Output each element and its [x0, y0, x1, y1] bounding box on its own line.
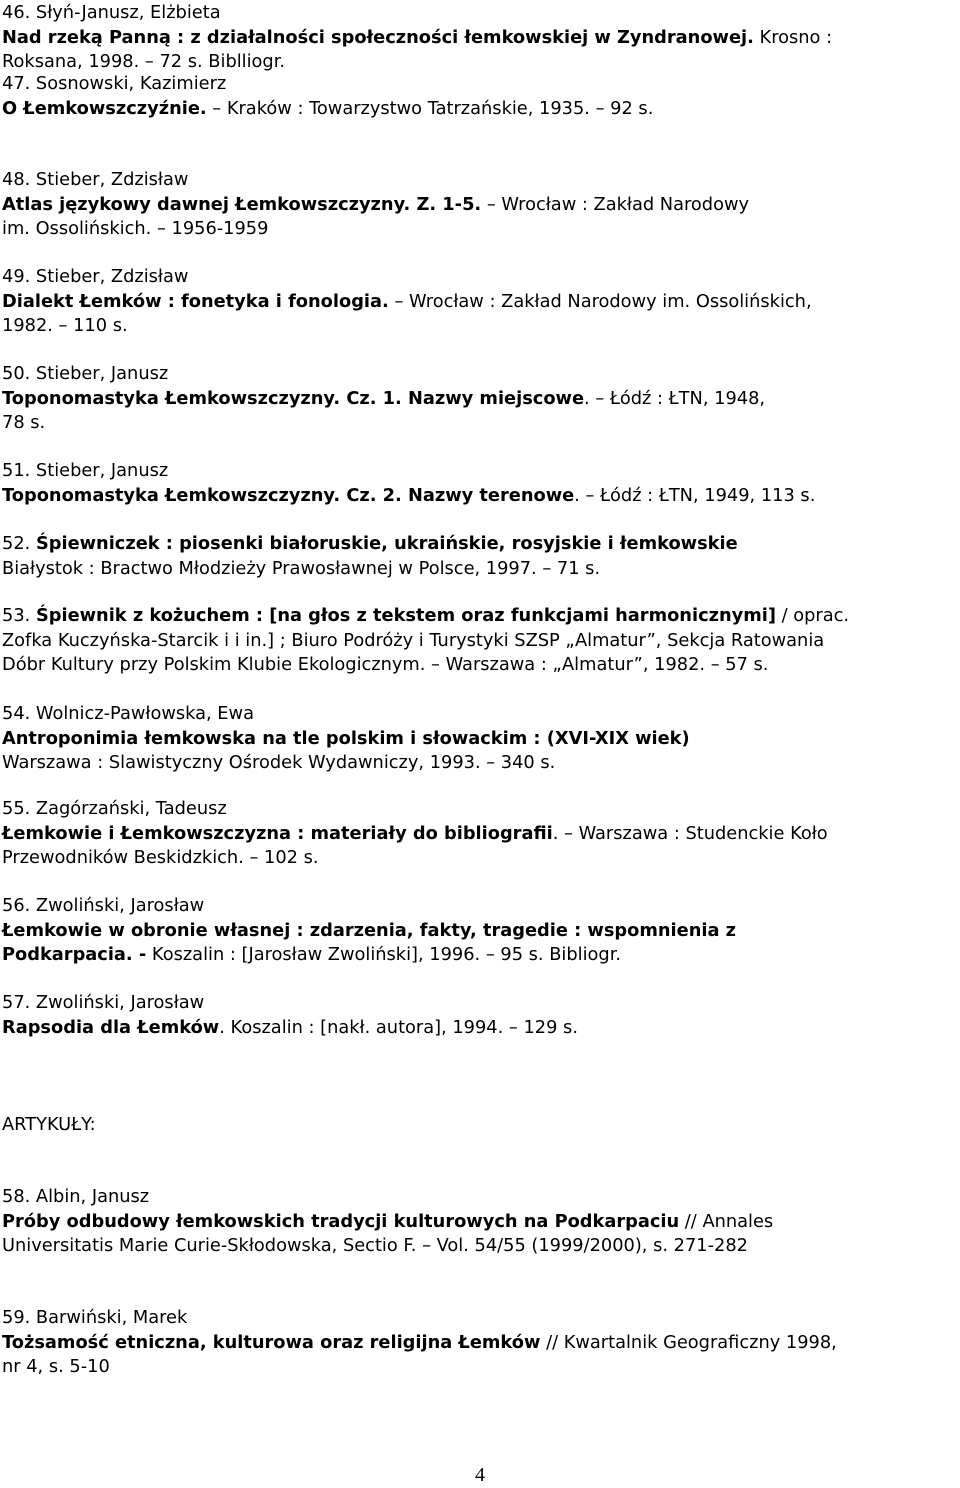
entry-line [2, 1185, 958, 1210]
entry-line [2, 751, 958, 776]
entry-line [2, 1234, 958, 1259]
entry-text: Koszalin : [Jarosław Zwoliński], 1996. – 95 s. Bibliogr. [146, 944, 622, 965]
entry-text: Krosno : [753, 26, 833, 48]
entry-text: 51. Stieber, Janusz [2, 460, 169, 481]
entry-line [2, 97, 958, 122]
entry-title: Łemkowie w obronie własnej : zdarzenia, fakty, tragedie : wspomnienia z [2, 919, 736, 941]
entry-text: // Kwartalnik Geograficzny 1998, [540, 1331, 837, 1353]
entry-title: Nad rzeką Panną : z działalności społeczności łemkowskiej w Zyndranowej. [2, 26, 754, 48]
entry-text: . – Łódź : ŁTN, 1949, 113 s. [574, 484, 816, 506]
entry-text: . – Warszawa : Studenckie Koło [552, 822, 828, 844]
entry-line [2, 26, 958, 51]
entry-line [2, 168, 958, 193]
entry-line [2, 217, 958, 242]
section-heading: ARTYKUŁY: [2, 1114, 96, 1135]
bibliography-entry [2, 72, 958, 121]
entry-title: Śpiewniczek : piosenki białoruskie, ukraińskie, rosyjskie i łemkowskie [35, 533, 738, 554]
entry-text: 50. Stieber, Janusz [2, 363, 169, 384]
entry-text: 78 s. [2, 412, 46, 433]
entry-line [2, 1306, 958, 1331]
bibliography-entry [2, 702, 958, 776]
entry-text: / oprac. [775, 605, 850, 626]
entry-text: – Wrocław : Zakład Narodowy [481, 193, 750, 215]
entry-line [2, 919, 958, 944]
entry-title: Śpiewnik z kożuchem : [na głos z tekstem oraz funkcjami harmonicznymi] [35, 605, 776, 626]
entry-text: 58. Albin, Janusz [2, 1186, 150, 1207]
entry-text: . – Łódź : ŁTN, 1948, [584, 387, 766, 409]
entry-line [2, 484, 958, 509]
entry-line [2, 1, 958, 26]
entry-text: nr 4, s. 5-10 [2, 1356, 110, 1377]
entry-text: – Wrocław : Zakład Narodowy im. Ossolińskich, [388, 290, 812, 312]
entry-line [2, 72, 958, 97]
entry-text: Białystok : Bractwo Młodzieży Prawosławnej w Polsce, 1997. – 71 s. [2, 557, 601, 579]
entry-text: Warszawa : Slawistyczny Ośrodek Wydawniczy, 1993. – 340 s. [2, 752, 556, 773]
entry-line [2, 1016, 958, 1041]
entry-line [2, 702, 958, 727]
entry-line [2, 846, 958, 871]
entry-line [2, 604, 958, 629]
bibliography-entry [2, 168, 958, 242]
bibliography-entry [2, 797, 958, 871]
entry-line [2, 1210, 958, 1235]
entry-text: – Kraków : Towarzystwo Tatrzańskie, 1935. – 92 s. [206, 97, 654, 119]
entry-text: 48. Stieber, Zdzisław [2, 169, 189, 190]
entry-title: Podkarpacia. - [2, 944, 147, 965]
entry-title: Próby odbudowy łemkowskich tradycji kulturowych na Podkarpaciu [2, 1210, 680, 1232]
entry-text: 1982. – 110 s. [2, 315, 128, 336]
entry-text: 53. [2, 605, 36, 626]
entry-title: Tożsamość etniczna, kulturowa oraz religijna Łemków [2, 1331, 541, 1353]
entry-line [2, 459, 958, 484]
entry-line [2, 411, 958, 436]
entry-text: // Annales [679, 1210, 774, 1232]
entry-title: Dialekt Łemków : fonetyka i fonologia. [2, 290, 389, 312]
entry-title: Antroponimia łemkowska na tle polskim i słowackim : (XVI-XIX wiek) [2, 727, 690, 749]
entry-text: 46. Słyń-Janusz, Elżbieta [2, 2, 221, 23]
entry-text: Universitatis Marie Curie-Skłodowska, Sectio F. – Vol. 54/55 (1999/2000), s. 271-282 [2, 1235, 748, 1256]
entry-line [2, 362, 958, 387]
entry-line [2, 991, 958, 1016]
bibliography-entry [2, 459, 958, 508]
entry-text: 55. Zagórzański, Tadeusz [2, 798, 227, 819]
entry-line [2, 822, 958, 847]
bibliography-entry [2, 894, 958, 968]
entry-line [2, 629, 958, 654]
entry-line [2, 557, 958, 582]
entry-line [2, 265, 958, 290]
bibliography-entry [2, 532, 958, 581]
bibliography-entry [2, 1, 958, 75]
bibliography-entry [2, 991, 958, 1040]
entry-title: O Łemkowszczyźnie. [2, 97, 207, 119]
entry-text: 52. [2, 533, 36, 554]
entry-title: Toponomastyka Łemkowszczyzny. Cz. 1. Nazwy miejscowe [2, 387, 585, 409]
entry-line [2, 314, 958, 339]
entry-line [2, 1355, 958, 1380]
entry-line [2, 50, 958, 75]
entry-text: . Koszalin : [nakł. autora], 1994. – 129 s. [219, 1016, 578, 1038]
entry-text: 57. Zwoliński, Jarosław [2, 992, 205, 1013]
entry-line [2, 1331, 958, 1356]
entry-text: Dóbr Kultury przy Polskim Klubie Ekologicznym. – Warszawa : „Almatur”, 1982. – 57 s. [2, 654, 769, 675]
entry-text: 47. Sosnowski, Kazimierz [2, 73, 227, 94]
bibliography-entry [2, 362, 958, 436]
entry-text: Przewodników Beskidzkich. – 102 s. [2, 847, 319, 868]
entry-text: 59. Barwiński, Marek [2, 1307, 188, 1328]
entry-line [2, 727, 958, 752]
entry-text: Roksana, 1998. – 72 s. Biblliogr. [2, 51, 286, 72]
entry-line [2, 193, 958, 218]
bibliography-entry [2, 265, 958, 339]
entry-title: Rapsodia dla Łemków [2, 1016, 220, 1038]
entry-title: Toponomastyka Łemkowszczyzny. Cz. 2. Nazwy terenowe [2, 484, 575, 506]
entry-title: Łemkowie i Łemkowszczyzna : materiały do bibliografii [2, 822, 553, 844]
entry-line [2, 894, 958, 919]
entry-line [2, 532, 958, 557]
entry-line [2, 797, 958, 822]
entry-text: 54. Wolnicz-Pawłowska, Ewa [2, 703, 254, 724]
entry-line [2, 387, 958, 412]
entry-text: im. Ossolińskich. – 1956-1959 [2, 218, 269, 239]
entry-title: Atlas językowy dawnej Łemkowszczyzny. Z. 1-5. [2, 193, 482, 215]
bibliography-entry [2, 1185, 958, 1259]
bibliography-entry [2, 1306, 958, 1380]
entry-line [2, 653, 958, 678]
entry-line [2, 943, 958, 968]
entry-line [2, 290, 958, 315]
entry-text: 56. Zwoliński, Jarosław [2, 895, 205, 916]
entry-text: Zofka Kuczyńska-Starcik i i in.] ; Biuro Podróży i Turystyki SZSP „Almatur”, Sekcja Ratowania [2, 629, 825, 651]
page-number: 4 [475, 1464, 485, 1486]
bibliography-entry [2, 604, 958, 678]
entry-text: 49. Stieber, Zdzisław [2, 266, 189, 287]
